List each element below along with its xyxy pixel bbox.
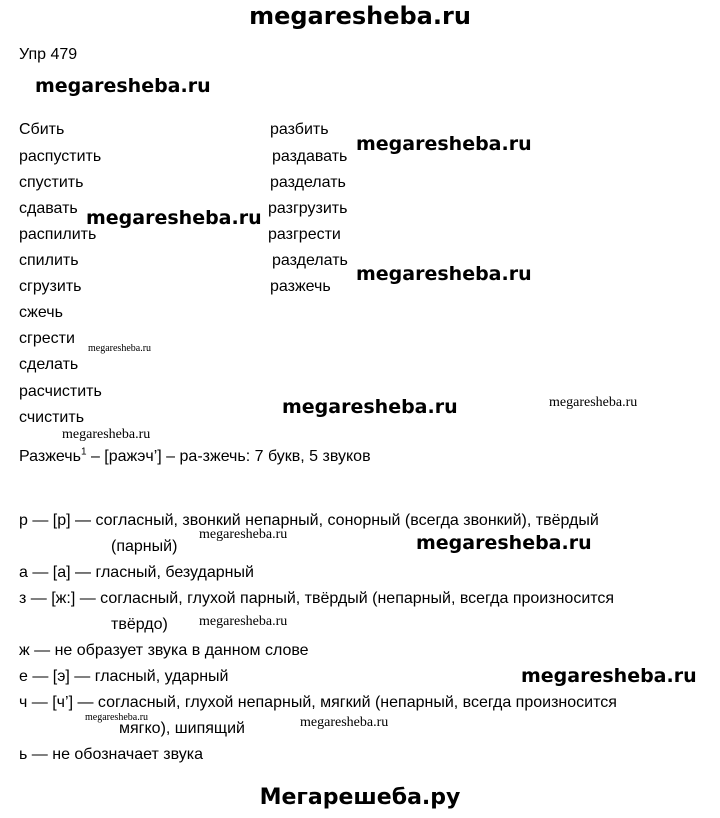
left-word: сделать: [19, 356, 79, 373]
letter-line: з — [ж:] — согласный, глухой парный, твёрдый (непарный, всегда произносится: [19, 590, 615, 607]
left-word: сжечь: [19, 304, 63, 321]
right-word: разбить: [270, 121, 329, 138]
letter-line: ь — не обозначает звука: [19, 746, 204, 763]
watermark: megaresheba.ru: [62, 427, 151, 442]
analysis-rest: – [ражэч’] – ра-зжечь: 7 букв, 5 звуков: [86, 448, 371, 465]
watermark: megaresheba.ru: [300, 715, 389, 730]
watermark: megaresheba.ru: [416, 532, 592, 554]
left-word: Сбить: [19, 121, 65, 138]
right-word: разгрести: [268, 226, 341, 243]
letter-line: а — [а] — гласный, безударный: [19, 564, 254, 581]
watermark: megaresheba.ru: [356, 263, 532, 285]
letter-line-continuation: мягко), шипящий: [119, 720, 245, 737]
left-word: спилить: [19, 252, 79, 269]
watermark: megaresheba.ru: [356, 133, 532, 155]
watermark: megaresheba.ru: [549, 395, 638, 410]
letter-line-continuation: твёрдо): [111, 616, 168, 633]
watermark: megaresheba.ru: [35, 75, 211, 97]
watermark: megaresheba.ru: [85, 712, 149, 723]
watermark: megaresheba.ru: [282, 396, 458, 418]
stress-superscript: 1: [80, 446, 87, 458]
right-word: разгрузить: [268, 200, 348, 217]
left-word: сгрести: [19, 330, 75, 347]
letter-line: ж — не образует звука в данном слове: [19, 642, 309, 659]
left-word: счистить: [19, 409, 85, 426]
left-word: распилить: [19, 226, 97, 243]
left-word: спустить: [19, 174, 84, 191]
left-word: расчистить: [19, 383, 102, 400]
watermark: megaresheba.ru: [86, 207, 262, 229]
watermark: megaresheba.ru: [199, 527, 288, 542]
right-word: разделать: [272, 252, 348, 269]
analysis-line: [19, 447, 371, 467]
page-footer: Мегарешеба.ру: [259, 785, 461, 810]
letter-line: ч — [ч’] — согласный, глухой непарный, мягкий (непарный, всегда произносится: [19, 694, 617, 711]
right-word: разделать: [270, 174, 346, 191]
letter-line-continuation: (парный): [111, 538, 178, 555]
letter-line: р — [р] — согласный, звонкий непарный, сонорный (всегда звонкий), твёрдый: [19, 512, 599, 529]
watermark: megaresheba.ru: [521, 665, 697, 687]
right-word: разжечь: [270, 278, 331, 295]
left-word: распустить: [19, 148, 102, 165]
watermark: megaresheba.ru: [88, 343, 152, 354]
analysis-word: Разжечь: [19, 448, 81, 465]
left-word: сдавать: [19, 200, 78, 217]
letter-line: е — [э] — гласный, ударный: [19, 668, 229, 685]
watermark: megaresheba.ru: [199, 614, 288, 629]
page-header: megaresheba.ru: [249, 2, 471, 30]
left-word: сгрузить: [19, 278, 82, 295]
exercise-label: Упр 479: [19, 46, 78, 63]
right-word: раздавать: [272, 148, 348, 165]
